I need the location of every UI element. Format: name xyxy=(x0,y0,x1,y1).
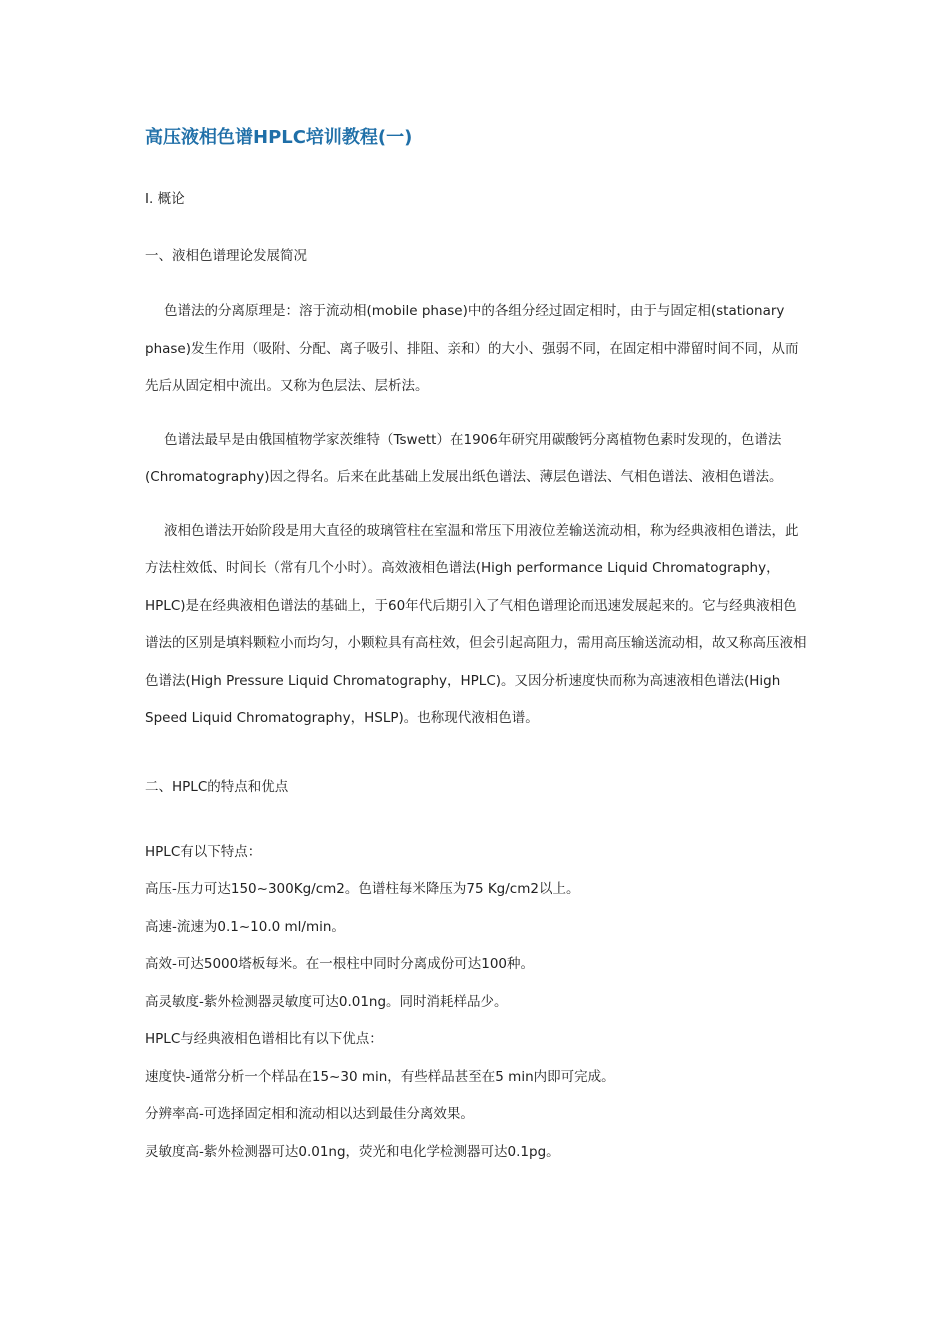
features-list xyxy=(145,834,810,1172)
list-item: 高灵敏度-紫外检测器灵敏度可达0.01ng。同时消耗样品少。 xyxy=(145,993,508,1010)
paragraph-hplc-development: 液相色谱法开始阶段是用大直径的玻璃管柱在室温和常压下用液位差输送流动相，称为经典液相色谱法，此方法柱效低、时间长（常有几个小时）。高效液相色谱法(High performance Liquid Chromatography，HPLC)是在经典液相色谱法的基础上，于60年代后期引入了气相色谱理论而迅速发展起来的。它与经典液相色谱法的区别是填料颗粒小而均匀，小颗粒具有高柱效，但会引起高阻力，需用高压输送流动相，故又称高压液相色谱法(High Pressure Liquid Chromatography，HPLC)。又因分析速度快而称为高速液相色谱法(High Speed Liquid Chromatography，HSLP)。也称现代液相色谱。 xyxy=(145,522,807,726)
document-body xyxy=(145,126,810,1171)
list-item: 速度快-通常分析一个样品在15~30 min，有些样品甚至在5 min内即可完成。 xyxy=(145,1068,615,1085)
paragraph-separation-principle: 色谱法的分离原理是：溶于流动相(mobile phase)中的各组分经过固定相时，由于与固定相(stationary phase)发生作用（吸附、分配、离子吸引、排阻、亲和）的大小、强弱不同，在固定相中滞留时间不同，从而先后从固定相中流出。又称为色层法、层析法。 xyxy=(145,303,799,394)
list-item: HPLC有以下特点： xyxy=(145,843,262,860)
list-item: 灵敏度高-紫外检测器可达0.01ng，荧光和电化学检测器可达0.1pg。 xyxy=(145,1143,560,1160)
paragraph-origin: 色谱法最早是由俄国植物学家茨维特（Tswett）在1906年研究用碳酸钙分离植物色素时发现的，色谱法(Chromatography)因之得名。后来在此基础上发展出纸色谱法、薄层色谱法、气相色谱法、液相色谱法。 xyxy=(145,431,783,485)
section-heading-features: 二、HPLC的特点和优点 xyxy=(145,778,289,795)
list-item: HPLC与经典液相色谱相比有以下优点： xyxy=(145,1031,383,1047)
chapter-heading: I. 概论 xyxy=(145,191,185,207)
section-heading-history: 一、液相色谱理论发展简况 xyxy=(145,248,307,264)
list-item: 分辨率高-可选择固定相和流动相以达到最佳分离效果。 xyxy=(145,1106,474,1122)
list-item: 高速-流速为0.1~10.0 ml/min。 xyxy=(145,918,345,935)
list-item: 高压-压力可达150~300Kg/cm2。色谱柱每米降压为75 Kg/cm2以上。 xyxy=(145,881,580,897)
list-item: 高效-可达5000塔板每米。在一根柱中同时分离成份可达100种。 xyxy=(145,956,534,972)
document-title: 高压液相色谱HPLC培训教程(一) xyxy=(145,127,413,148)
